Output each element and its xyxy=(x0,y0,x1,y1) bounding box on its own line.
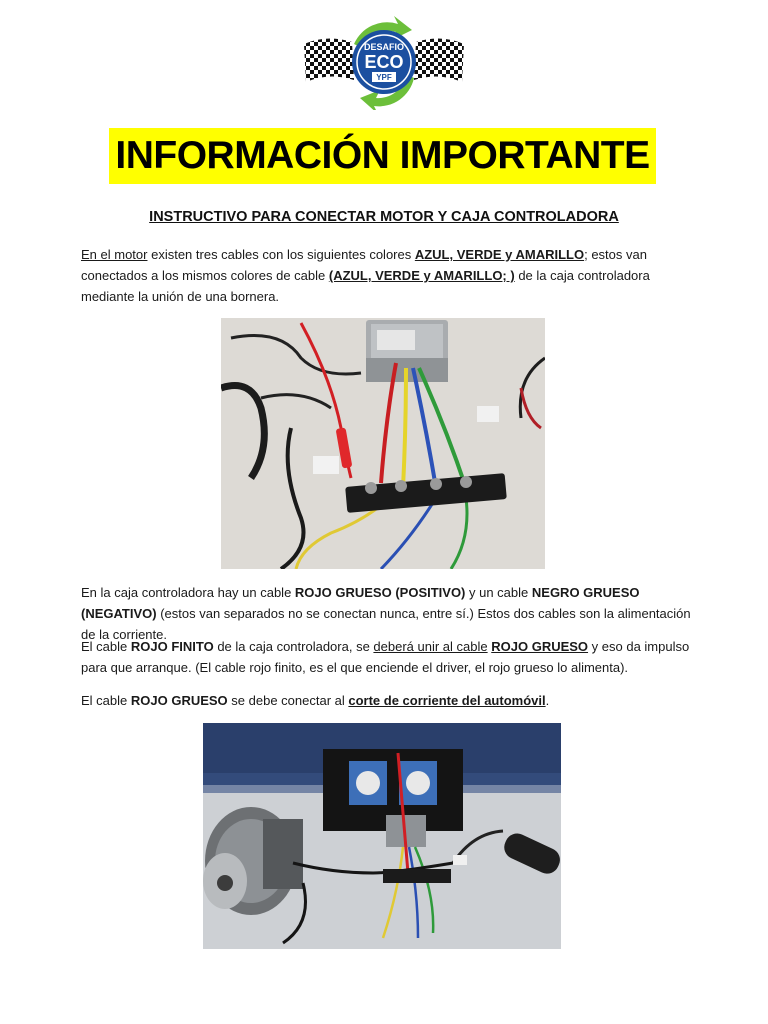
text-rojo-grueso: ROJO GRUESO xyxy=(130,693,228,708)
text-en-el-motor: En el motor xyxy=(81,247,148,262)
text: existen tres cables con los siguientes colores xyxy=(147,247,415,262)
text-debera-unir: deberá unir al cable xyxy=(373,639,488,654)
checkered-flag-left-icon xyxy=(304,38,354,82)
controller-box-wiring-photo xyxy=(221,318,545,569)
text: de la caja controladora mediante la unión de una bornera. xyxy=(81,268,650,304)
text: (estos van separados no se conectan nunca, entre sí.) Estos dos cables son la alimentación de la corriente. xyxy=(81,606,691,642)
paragraph-car-power-cut xyxy=(81,690,693,711)
logo-text-eco: ECO xyxy=(364,52,404,72)
text: y un cable xyxy=(465,585,532,600)
text: En la caja controladora hay un cable xyxy=(81,585,295,600)
logo-text-desafio: DESAFIO xyxy=(363,42,405,52)
text-rojo-finito: ROJO FINITO xyxy=(130,639,214,654)
text: se debe conectar al xyxy=(227,693,349,708)
text-colors: AZUL, VERDE y AMARILLO xyxy=(414,247,585,262)
motor-battery-controller-setup-photo xyxy=(203,723,561,949)
paragraph-motor-cables xyxy=(81,244,693,307)
text: El cable xyxy=(81,693,131,708)
text-rojo-grueso: ROJO GRUESO (POSITIVO) xyxy=(294,585,466,600)
page-title: INFORMACIÓN IMPORTANTE xyxy=(109,128,656,184)
logo-graphic xyxy=(302,14,466,110)
text-corte-de-corriente: corte de corriente del automóvil xyxy=(348,693,546,708)
text: El cable xyxy=(81,639,131,654)
section-subtitle: INSTRUCTIVO PARA CONECTAR MOTOR Y CAJA CONTROLADORA xyxy=(149,209,619,225)
text-rojo-grueso-link: ROJO GRUESO xyxy=(491,639,589,654)
text: ; estos van conectados a los mismos colores de cable xyxy=(81,247,647,283)
text-negro-grueso: NEGRO GRUESO (NEGATIVO) xyxy=(81,585,640,621)
logo-text-ypf: YPF xyxy=(376,73,392,82)
paragraph-red-thin-cable xyxy=(81,636,693,678)
text: de la caja controladora, se xyxy=(213,639,374,654)
text: y eso da impulso para que arranque. (El cable rojo finito, es el que enciende el driver, el rojo grueso lo alimenta). xyxy=(81,639,690,675)
desafio-eco-ypf-logo xyxy=(302,14,466,110)
text-colors-controller: (AZUL, VERDE y AMARILLO; ) xyxy=(328,268,515,283)
checkered-flag-right-icon xyxy=(414,38,464,82)
text: . xyxy=(545,693,550,708)
